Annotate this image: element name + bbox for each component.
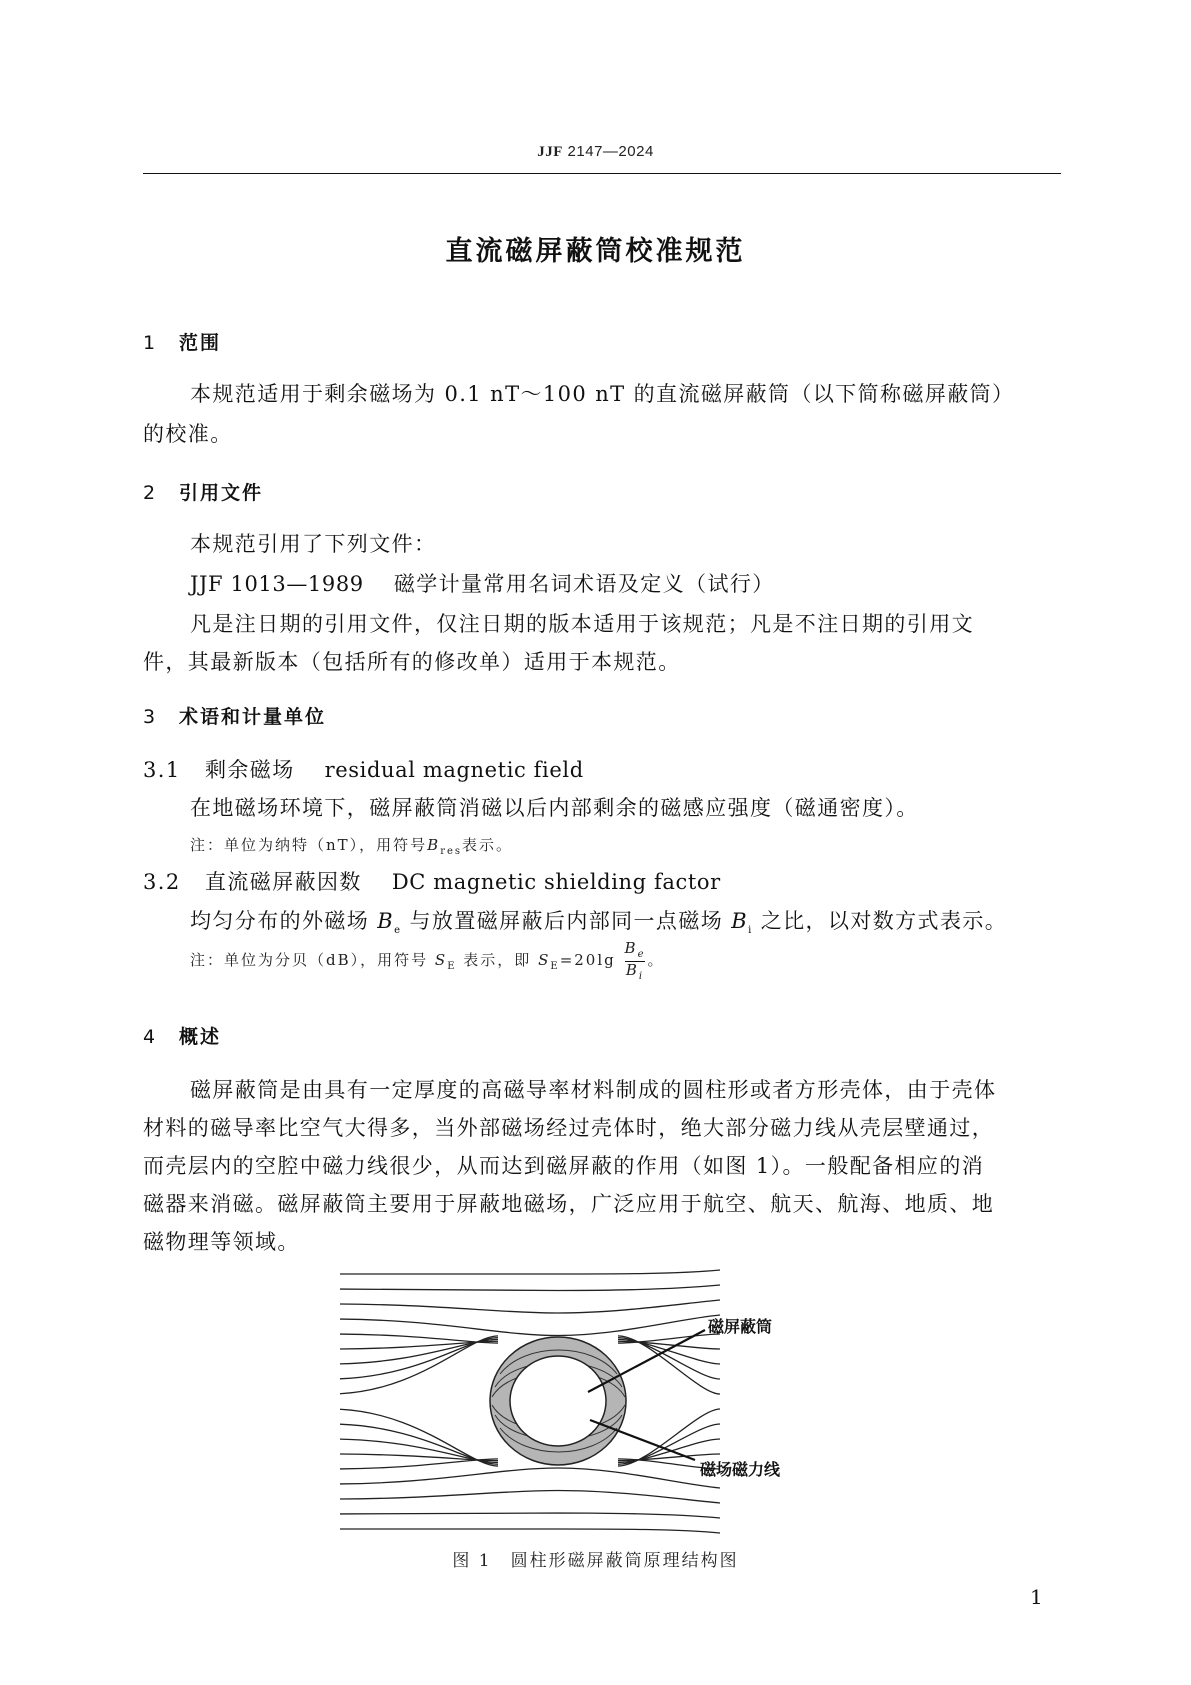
field-line bbox=[340, 1315, 720, 1336]
term-number: 3.1 bbox=[143, 758, 181, 782]
symbol-se: S bbox=[538, 951, 551, 969]
section-2-heading bbox=[143, 478, 263, 505]
note-text: 表示。 bbox=[462, 836, 514, 854]
symbol-be: B bbox=[624, 939, 638, 957]
s2-line3b: 件，其最新版本（包括所有的修改单）适用于本规范。 bbox=[143, 650, 681, 674]
term-number: 3.2 bbox=[143, 870, 181, 894]
symbol-sub: res bbox=[440, 846, 463, 857]
symbol-bi: B bbox=[625, 960, 639, 979]
symbol-be: B bbox=[377, 909, 395, 933]
s4-line-3: 而壳层内的空腔中磁力线很少，从而达到磁屏蔽的作用（如图 1）。一般配备相应的消 bbox=[143, 1154, 985, 1178]
field-line bbox=[340, 1491, 720, 1504]
section-title: 概述 bbox=[179, 1026, 222, 1048]
reference-title: 磁学计量常用名词术语及定义（试行） bbox=[393, 572, 775, 596]
note-text: 。 bbox=[647, 951, 665, 969]
section-4-heading bbox=[143, 1022, 221, 1049]
symbol-sub: i bbox=[638, 970, 645, 982]
fraction-be-over-bi bbox=[625, 940, 646, 982]
s2-line1: 本规范引用了下列文件： bbox=[190, 532, 437, 556]
note-text: 表示，即 bbox=[463, 951, 532, 969]
term-cn: 剩余磁场 bbox=[205, 758, 295, 782]
field-line bbox=[340, 1300, 720, 1313]
symbol-sub: E bbox=[550, 961, 560, 972]
doc-prefix: JJF bbox=[537, 144, 563, 160]
term-3-1-note bbox=[190, 834, 513, 857]
section-title: 术语和计量单位 bbox=[179, 706, 327, 728]
field-line bbox=[340, 1529, 720, 1533]
s1-para-line2: 的校准。 bbox=[143, 422, 233, 446]
field-line bbox=[340, 1513, 720, 1518]
definition-text: 之比，以对数方式表示。 bbox=[760, 909, 1008, 933]
equation-text: =20lg bbox=[559, 951, 616, 969]
field-line bbox=[340, 1459, 720, 1469]
term-3-2-note bbox=[190, 940, 665, 982]
doc-number: 2147—2024 bbox=[567, 143, 654, 160]
section-number: 2 bbox=[143, 482, 158, 504]
definition-text: 与放置磁屏蔽后内部同一点磁场 bbox=[409, 909, 724, 933]
header-rule bbox=[143, 173, 1061, 174]
running-header bbox=[0, 143, 1191, 161]
page-title: 直流磁屏蔽筒校准规范 bbox=[445, 236, 746, 267]
term-3-1-definition: 在地磁场环境下，磁屏蔽筒消磁以后内部剩余的磁感应强度（磁通密度）。 bbox=[190, 796, 919, 820]
s4-line-2: 材料的磁导率比空气大得多，当外部磁场经过壳体时，绝大部分磁力线从壳层壁通过， bbox=[143, 1116, 995, 1140]
s4-line-1: 磁屏蔽筒是由具有一定厚度的高磁导率材料制成的圆柱形或者方形壳体，由于壳体 bbox=[190, 1078, 997, 1102]
figure-caption: 图 1 圆柱形磁屏蔽筒原理结构图 bbox=[452, 1551, 739, 1571]
section-number: 1 bbox=[143, 332, 158, 354]
note-text: 注：单位为纳特（nT），用符号 bbox=[190, 836, 428, 854]
s4-line-4: 磁器来消磁。磁屏蔽筒主要用于屏蔽地磁场，广泛应用于航空、航天、航海、地质、地 bbox=[143, 1192, 995, 1216]
symbol-bi: B bbox=[731, 909, 749, 933]
denominator bbox=[625, 961, 646, 983]
note-text: 注：单位为分贝（dB），用符号 bbox=[190, 951, 429, 969]
page-number: 1 bbox=[1030, 1585, 1043, 1609]
s2-reference bbox=[190, 568, 775, 598]
field-line bbox=[340, 1285, 720, 1291]
symbol-sub: e bbox=[394, 925, 402, 937]
term-cn: 直流磁屏蔽因数 bbox=[205, 870, 362, 894]
term-3-2 bbox=[143, 866, 721, 896]
section-title: 引用文件 bbox=[179, 482, 264, 504]
section-number: 3 bbox=[143, 706, 158, 728]
label-field-lines: 磁场磁力线 bbox=[700, 1460, 781, 1479]
definition-text: 均匀分布的外磁场 bbox=[190, 909, 370, 933]
s1-para-line1: 本规范适用于剩余磁场为 0.1 nT～100 nT 的直流磁屏蔽筒（以下简称磁屏蔽筒） bbox=[190, 382, 1015, 406]
term-en: residual magnetic field bbox=[324, 758, 584, 782]
section-3-heading bbox=[143, 702, 326, 729]
reference-code: JJF 1013—1989 bbox=[190, 572, 364, 596]
s4-line-5: 磁物理等领域。 bbox=[143, 1230, 300, 1254]
term-3-1 bbox=[143, 754, 584, 784]
symbol-sub: E bbox=[447, 961, 457, 972]
symbol-b: B bbox=[427, 836, 441, 854]
shield-cavity bbox=[510, 1356, 606, 1446]
section-number: 4 bbox=[143, 1026, 158, 1048]
field-line bbox=[340, 1468, 720, 1488]
figure-shield-diagram bbox=[340, 1262, 860, 1538]
symbol-se: S bbox=[434, 951, 448, 969]
label-shield: 磁屏蔽筒 bbox=[708, 1317, 773, 1336]
numerator bbox=[624, 939, 646, 960]
s2-line3a: 凡是注日期的引用文件，仅注日期的版本适用于该规范；凡是不注日期的引用文 bbox=[190, 612, 974, 636]
term-en: DC magnetic shielding factor bbox=[391, 870, 721, 894]
symbol-sub: e bbox=[637, 949, 646, 960]
field-line bbox=[340, 1270, 720, 1274]
section-1-heading bbox=[143, 328, 221, 355]
section-title: 范围 bbox=[179, 332, 222, 354]
symbol-sub: i bbox=[748, 925, 753, 937]
term-3-2-definition bbox=[190, 905, 1007, 936]
